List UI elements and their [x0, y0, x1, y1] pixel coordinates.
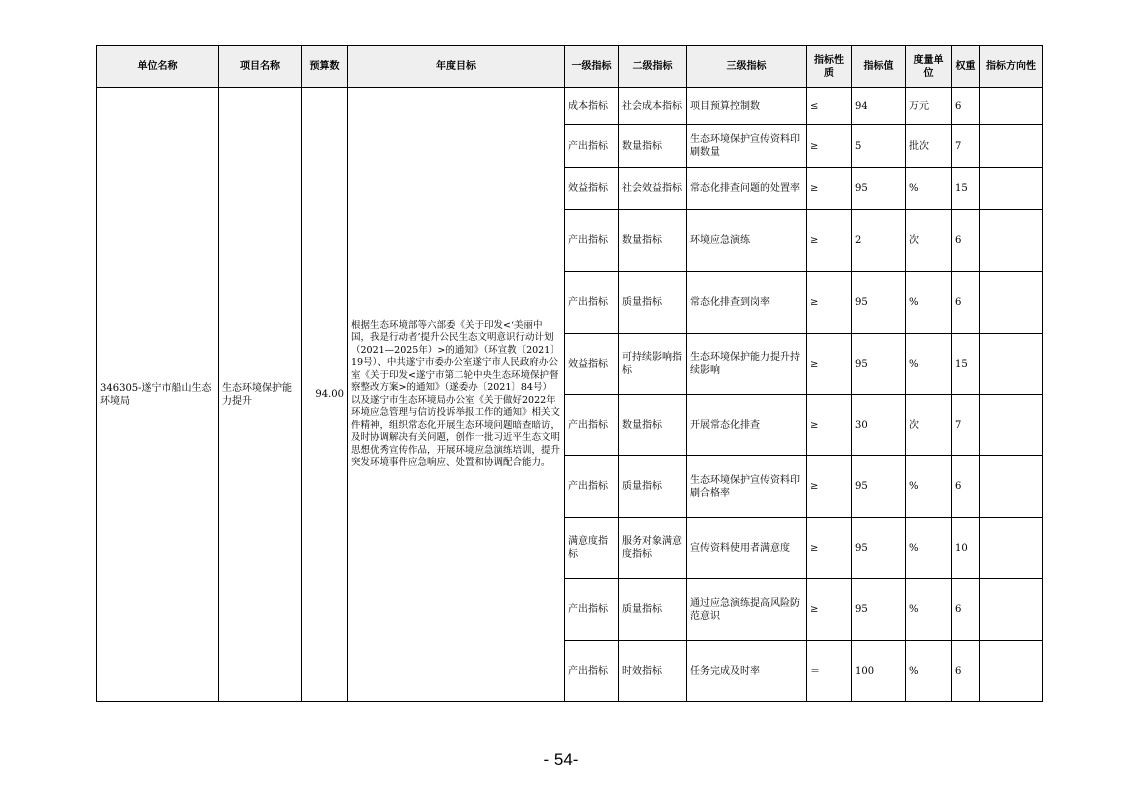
level1-cell: 产出指标 [565, 641, 619, 702]
level2-cell: 数量指标 [619, 210, 687, 272]
level2-cell: 数量指标 [619, 125, 687, 168]
unit-cell: % [906, 641, 952, 702]
direction-cell [980, 518, 1043, 579]
budget-cell: 94.00 [302, 88, 348, 702]
nature-cell: ≥ [807, 334, 852, 395]
level2-cell: 服务对象满意度指标 [619, 518, 687, 579]
direction-cell [980, 272, 1043, 334]
annual-goal-cell: 根据生态环境部等六部委《关于印发<‘美丽中国，我是行动者’提升公民生态文明意识行动计划（2021—2025年）>的通知》（环宣教〔2021〕19号）、中共遂宁市委办公室遂宁市人民政府办公室《关于印发<遂宁市第二轮中央生态环境保护督察整改方案>的通知》（遂委办〔2021〕84号）以及遂宁市生态环境局办公室《关于做好2022年环境应急管理与信访投诉举报工作的通知》相关文件精神，组织常态化开展生态环境问题暗查暗访，及时协调解决有关问题，创作一批习近平生态文明思想优秀宣传作品，开展环境应急演练培训，提升突发环境事件应急响应、处置和协调配合能力。 [348, 88, 565, 702]
header-direction: 指标方向性 [980, 46, 1043, 88]
header-value: 指标值 [852, 46, 906, 88]
level1-cell: 成本指标 [565, 88, 619, 125]
header-row [97, 46, 1043, 88]
unit-cell: % [906, 334, 952, 395]
level3-cell: 环境应急演练 [687, 210, 807, 272]
unit-cell: 批次 [906, 125, 952, 168]
unit-cell: % [906, 168, 952, 210]
weight-cell: 7 [952, 125, 980, 168]
direction-cell [980, 641, 1043, 702]
table-body [97, 88, 1043, 702]
weight-cell: 6 [952, 88, 980, 125]
header-budget: 预算数 [302, 46, 348, 88]
level3-cell: 项目预算控制数 [687, 88, 807, 125]
level1-cell: 产出指标 [565, 125, 619, 168]
level2-cell: 社会效益指标 [619, 168, 687, 210]
nature-cell: ≥ [807, 272, 852, 334]
value-cell: 30 [852, 395, 906, 456]
weight-cell: 10 [952, 518, 980, 579]
unit-cell: 万元 [906, 88, 952, 125]
weight-cell: 6 [952, 641, 980, 702]
direction-cell [980, 579, 1043, 641]
unit-cell: 次 [906, 395, 952, 456]
level1-cell: 产出指标 [565, 456, 619, 518]
level3-cell: 生态环境保护宣传资料印刷合格率 [687, 456, 807, 518]
header-unit: 度量单位 [906, 46, 952, 88]
nature-cell: ≥ [807, 210, 852, 272]
level3-cell: 宣传资料使用者满意度 [687, 518, 807, 579]
nature-cell: ＝ [807, 641, 852, 702]
level3-cell: 常态化排查到岗率 [687, 272, 807, 334]
weight-cell: 6 [952, 272, 980, 334]
unit-cell: % [906, 456, 952, 518]
value-cell: 95 [852, 272, 906, 334]
level2-cell: 时效指标 [619, 641, 687, 702]
level1-cell: 产出指标 [565, 579, 619, 641]
unit-cell: 次 [906, 210, 952, 272]
value-cell: 5 [852, 125, 906, 168]
nature-cell: ≥ [807, 168, 852, 210]
nature-cell: ≥ [807, 395, 852, 456]
level3-cell: 生态环境保护宣传资料印刷数量 [687, 125, 807, 168]
value-cell: 95 [852, 579, 906, 641]
unit-cell: % [906, 272, 952, 334]
value-cell: 2 [852, 210, 906, 272]
weight-cell: 6 [952, 579, 980, 641]
direction-cell [980, 456, 1043, 518]
nature-cell: ≤ [807, 88, 852, 125]
header-level1: 一级指标 [565, 46, 619, 88]
weight-cell: 15 [952, 168, 980, 210]
header-level2: 二级指标 [619, 46, 687, 88]
direction-cell [980, 88, 1043, 125]
performance-table [96, 45, 1043, 702]
level3-cell: 开展常态化排查 [687, 395, 807, 456]
header-unit-name: 单位名称 [97, 46, 219, 88]
weight-cell: 15 [952, 334, 980, 395]
level1-cell: 产出指标 [565, 272, 619, 334]
level1-cell: 产出指标 [565, 210, 619, 272]
table-row [97, 88, 1043, 125]
level2-cell: 质量指标 [619, 456, 687, 518]
level3-cell: 任务完成及时率 [687, 641, 807, 702]
level2-cell: 数量指标 [619, 395, 687, 456]
direction-cell [980, 210, 1043, 272]
header-project-name: 项目名称 [219, 46, 302, 88]
header-nature: 指标性质 [807, 46, 852, 88]
level2-cell: 可持续影响指标 [619, 334, 687, 395]
value-cell: 95 [852, 168, 906, 210]
value-cell: 95 [852, 456, 906, 518]
direction-cell [980, 395, 1043, 456]
header-annual-goal: 年度目标 [348, 46, 565, 88]
unit-name-cell: 346305-遂宁市船山生态环境局 [97, 88, 219, 702]
level2-cell: 质量指标 [619, 579, 687, 641]
level1-cell: 效益指标 [565, 168, 619, 210]
direction-cell [980, 125, 1043, 168]
nature-cell: ≥ [807, 125, 852, 168]
level1-cell: 满意度指标 [565, 518, 619, 579]
value-cell: 95 [852, 518, 906, 579]
level3-cell: 生态环境保护能力提升持续影响 [687, 334, 807, 395]
project-name-cell: 生态环境保护能力提升 [219, 88, 302, 702]
value-cell: 94 [852, 88, 906, 125]
direction-cell [980, 334, 1043, 395]
weight-cell: 6 [952, 210, 980, 272]
level2-cell: 社会成本指标 [619, 88, 687, 125]
level1-cell: 效益指标 [565, 334, 619, 395]
nature-cell: ≥ [807, 518, 852, 579]
weight-cell: 6 [952, 456, 980, 518]
level3-cell: 常态化排查问题的处置率 [687, 168, 807, 210]
header-level3: 三级指标 [687, 46, 807, 88]
page-number: - 54- [543, 750, 579, 769]
unit-cell: % [906, 579, 952, 641]
header-weight: 权重 [952, 46, 980, 88]
level1-cell: 产出指标 [565, 395, 619, 456]
weight-cell: 7 [952, 395, 980, 456]
value-cell: 95 [852, 334, 906, 395]
direction-cell [980, 168, 1043, 210]
level2-cell: 质量指标 [619, 272, 687, 334]
nature-cell: ≥ [807, 579, 852, 641]
unit-cell: % [906, 518, 952, 579]
value-cell: 100 [852, 641, 906, 702]
level3-cell: 通过应急演练提高风险防范意识 [687, 579, 807, 641]
nature-cell: ≥ [807, 456, 852, 518]
